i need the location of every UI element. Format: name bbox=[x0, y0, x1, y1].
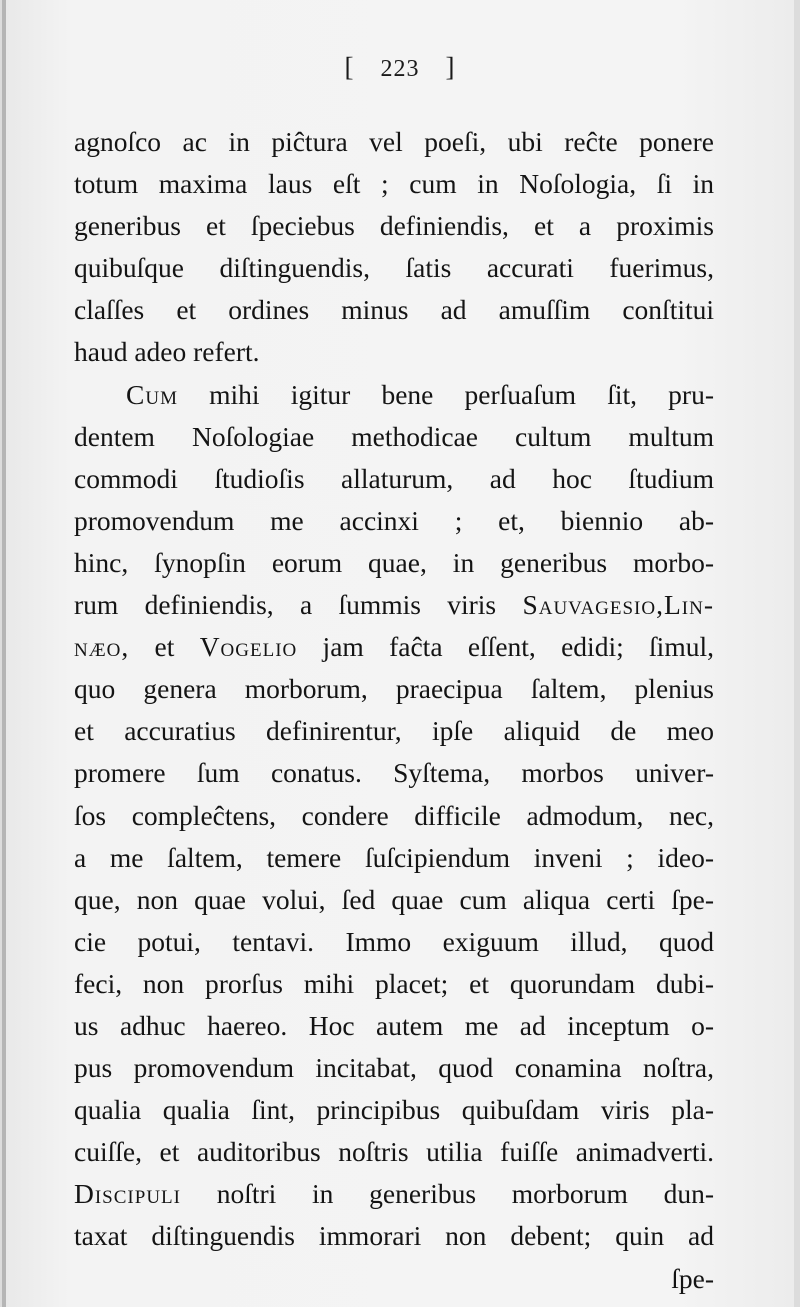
text-segment: et bbox=[129, 631, 200, 663]
text-line: que, non quae volui, ſed quae cum aliqua certi ſpe- bbox=[74, 883, 714, 915]
small-caps-word: Discipuli bbox=[74, 1178, 181, 1210]
page-header bbox=[6, 52, 794, 83]
text-line: dentem Noſologiae methodicae cultum multum bbox=[74, 420, 714, 452]
small-caps-name: Sauvagesio,Lin- bbox=[522, 589, 714, 621]
text-line: commodi ſtudioſis allaturum, ad hoc ſtudium bbox=[74, 462, 714, 494]
text-line: qualia qualia ſint, principibus quibuſdam viris pla- bbox=[74, 1094, 714, 1126]
bracket-open: [ bbox=[344, 52, 355, 82]
text-segment: noſtri in generibus morborum dun- bbox=[180, 1178, 714, 1210]
text-line: et accuratius definirentur, ipſe aliquid de meo bbox=[74, 715, 714, 747]
text-line: generibus et ſpeciebus definiendis, et a proximis bbox=[74, 210, 714, 242]
paragraph-start-line bbox=[74, 1173, 714, 1215]
text-line: feci, non prorſus mihi placet; et quorundam dubi- bbox=[74, 967, 714, 999]
paragraph-start-line bbox=[74, 374, 714, 416]
text-line: claſſes et ordines minus ad amuſſim conſtitui bbox=[74, 294, 714, 326]
small-caps-word: Cum bbox=[126, 378, 178, 410]
text-line: totum maxima laus eſt ; cum in Noſologia, ſi in bbox=[74, 168, 714, 200]
catchword: ſpe- bbox=[671, 1262, 714, 1294]
text-line: a me ſaltem, temere ſuſcipiendum inveni ; ideo- bbox=[74, 841, 714, 873]
text-line: cie potui, tentavi. Immo exiguum illud, quod bbox=[74, 925, 714, 957]
text-line: pus promovendum incitabat, quod conamina noſtra, bbox=[74, 1052, 714, 1084]
text-line: quo genera morborum, praecipua ſaltem, plenius bbox=[74, 673, 714, 705]
text-line: agnoſco ac in piĉtura vel poeſi, ubi reĉte ponere bbox=[74, 126, 714, 157]
text-line: cuiſſe, et auditoribus noſtris utilia fuiſſe animadverti. bbox=[74, 1136, 714, 1168]
small-caps-name: næo, bbox=[74, 631, 130, 663]
text-line bbox=[74, 584, 714, 626]
text-line: us adhuc haereo. Hoc autem me ad inceptum o- bbox=[74, 1009, 714, 1041]
text-line: quibuſque diſtinguendis, ſatis accurati fuerimus, bbox=[74, 252, 714, 284]
text-line: hinc, ſynopſin eorum quae, in generibus morbo- bbox=[74, 546, 714, 578]
small-caps-name: Vogelio bbox=[199, 631, 298, 663]
text-line: ſos compleĉtens, condere difficile admodum, nec, bbox=[74, 799, 714, 831]
page-number: 223 bbox=[380, 56, 420, 82]
body-text bbox=[74, 121, 714, 1300]
text-line: taxat diſtinguendis immorari non debent; quin ad bbox=[74, 1220, 714, 1252]
text-segment: jam faĉta eſſent, edidi; ſimul, bbox=[297, 631, 714, 663]
book-page bbox=[6, 0, 794, 1307]
text-line bbox=[74, 626, 714, 668]
text-line: promovendum me accinxi ; et, biennio ab- bbox=[74, 504, 714, 536]
text-line: haud adeo refert. bbox=[74, 336, 260, 368]
bracket-close: ] bbox=[445, 52, 456, 82]
text-line: promere ſum conatus. Syſtema, morbos univer- bbox=[74, 757, 714, 789]
text-segment: rum definiendis, a ſummis viris bbox=[74, 589, 523, 621]
text-segment: mihi igitur bene perſuaſum ſit, pru- bbox=[177, 378, 714, 410]
